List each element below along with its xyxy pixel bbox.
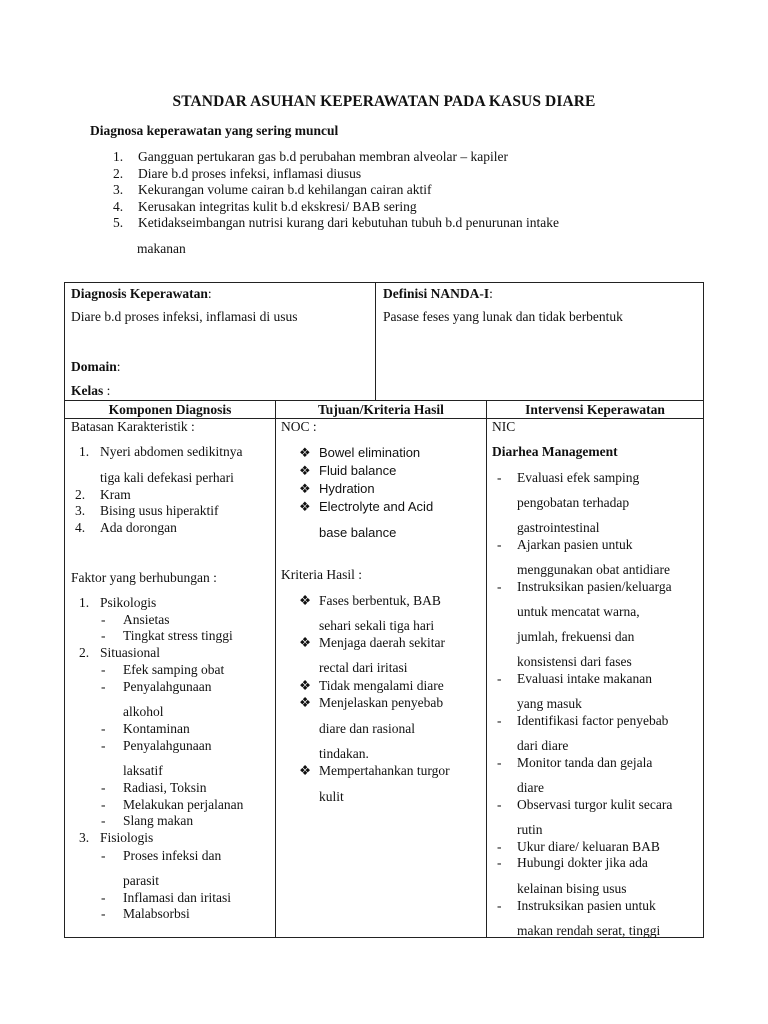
definition-value: Pasase feses yang lunak dan tidak berbentuk [383, 309, 623, 324]
list-item: laksatif [123, 763, 163, 778]
dash: - [101, 721, 106, 736]
list-item: Kontaminan [123, 721, 190, 736]
diagnosis-value: Diare b.d proses infeksi, inflamasi di usus [71, 309, 298, 324]
list-item: Identifikasi factor penyebab [517, 713, 669, 728]
dash: - [101, 628, 106, 643]
list-item: Melakukan perjalanan [123, 797, 244, 812]
kelas-label: Kelas : [71, 383, 111, 398]
list-item: Tingkat stress tinggi [123, 628, 233, 643]
list-item: makan rendah serat, tinggi [517, 923, 661, 938]
diamond-bullet-icon: ❖ [299, 593, 312, 608]
dash: - [497, 671, 502, 686]
list-item: Monitor tanda dan gejala [517, 755, 653, 770]
diamond-bullet-icon: ❖ [299, 695, 312, 710]
dash: - [101, 679, 106, 694]
definition-label: Definisi NANDA-I: [383, 286, 493, 301]
list-item: sehari sekali tiga hari [319, 618, 435, 633]
list-number: 2. [75, 487, 86, 502]
dash: - [101, 612, 106, 627]
list-item: Hydration [319, 481, 375, 496]
list-item: kelainan bising usus [517, 881, 627, 896]
list-item: Fases berbentuk, BAB [319, 593, 441, 608]
batasan-label: Batasan Karakteristik : [71, 419, 195, 434]
list-item: alkohol [123, 704, 164, 719]
list-item: 4. Kerusakan integritas kulit b.d ekskresi/ BAB sering [113, 198, 417, 214]
list-item: Tidak mengalami diare [319, 678, 444, 693]
dash: - [497, 898, 502, 913]
list-item: Penyalahgunaan [123, 679, 212, 694]
dash: - [101, 662, 106, 677]
list-item: tindakan. [319, 746, 369, 761]
list-item: menggunakan obat antidiare [517, 562, 670, 577]
list-item: Ajarkan pasien untuk [517, 537, 633, 552]
diamond-bullet-icon: ❖ [299, 481, 311, 496]
list-item: Electrolyte and Acid [319, 499, 434, 514]
list-item: Fluid balance [319, 463, 397, 478]
dash: - [497, 855, 502, 870]
diamond-bullet-icon: ❖ [299, 499, 311, 514]
list-number: 1. [79, 595, 90, 610]
diamond-bullet-icon: ❖ [299, 463, 311, 478]
divider [275, 400, 276, 938]
divider [375, 283, 376, 400]
list-number: 3. [79, 830, 90, 845]
dash: - [101, 848, 106, 863]
list-item: 5. Ketidakseimbangan nutrisi kurang dari kebutuhan tubuh b.d penurunan intake makanan [113, 215, 560, 256]
list-item: Menjelaskan penyebab [319, 695, 444, 710]
list-item: diare dan rasional [319, 721, 415, 736]
diagnosis-list [113, 149, 673, 257]
list-item: Bowel elimination [319, 445, 421, 460]
list-item: Instruksikan pasien untuk [517, 898, 656, 913]
list-item: jumlah, frekuensi dan [517, 629, 635, 644]
domain-label: Domain: [71, 359, 121, 374]
list-item: yang masuk [517, 696, 582, 711]
list-item: Observasi turgor kulit secara [517, 797, 673, 812]
list-item: untuk mencatat warna, [517, 604, 640, 619]
diamond-bullet-icon: ❖ [299, 445, 311, 460]
list-item: 2. Diare b.d proses infeksi, inflamasi diusus [113, 165, 362, 181]
faktor-fisiologis: Fisiologis [100, 830, 154, 845]
list-item: Instruksikan pasien/keluarga [517, 579, 672, 594]
dash: - [497, 797, 502, 812]
dash: - [101, 813, 106, 828]
list-item: Ansietas [123, 612, 170, 627]
list-item: Evaluasi intake makanan [517, 671, 652, 686]
section-subtitle: Diagnosa keperawatan yang sering muncul [90, 123, 339, 138]
diamond-bullet-icon: ❖ [299, 678, 312, 693]
dash: - [497, 579, 502, 594]
faktor-situasional: Situasional [100, 645, 160, 660]
dash: - [497, 537, 502, 552]
list-item: Penyalahgunaan [123, 738, 212, 753]
list-item: Efek samping obat [123, 662, 225, 677]
list-number: 1. [79, 444, 90, 459]
list-item: Bising usus hiperaktif [100, 503, 219, 518]
list-number: 4. [75, 520, 86, 535]
list-item: Radiasi, Toksin [123, 780, 207, 795]
list-item: Mempertahankan turgor [319, 763, 450, 778]
list-item: Malabsorbsi [123, 906, 190, 921]
list-number: 2. [79, 645, 90, 660]
divider [486, 400, 487, 938]
list-item: Ukur diare/ keluaran BAB [517, 839, 660, 854]
list-item: rectal dari iritasi [319, 660, 408, 675]
intervention-heading: Diarhea Management [492, 444, 618, 459]
list-item: rutin [517, 822, 543, 837]
kriteria-label: Kriteria Hasil : [281, 567, 362, 582]
list-item: parasit [123, 873, 159, 888]
list-item: base balance [319, 525, 397, 540]
dash: - [101, 797, 106, 812]
list-item: konsistensi dari fases [517, 654, 632, 669]
dash: - [101, 890, 106, 905]
list-item: gastrointestinal [517, 520, 600, 535]
dash: - [497, 755, 502, 770]
list-item: Evaluasi efek samping [517, 470, 640, 485]
care-plan-table [64, 282, 704, 938]
list-item: kulit [319, 789, 344, 804]
list-item: tiga kali defekasi perhari [100, 470, 234, 485]
list-item: 1. Gangguan pertukaran gas b.d perubahan membran alveolar – kapiler [113, 149, 508, 164]
list-item: Kram [100, 487, 131, 502]
list-item: dari diare [517, 738, 569, 753]
list-number: 3. [75, 503, 86, 518]
list-item: Nyeri abdomen sedikitnya [100, 444, 243, 459]
dash: - [101, 780, 106, 795]
list-item: 3. Kekurangan volume cairan b.d kehilangan cairan aktif [113, 182, 432, 197]
list-item: pengobatan terhadap [517, 495, 630, 510]
list-item: Hubungi dokter jika ada [517, 855, 648, 870]
nic-label: NIC [492, 419, 516, 434]
header-tujuan: Tujuan/Kriteria Hasil [318, 402, 444, 417]
diamond-bullet-icon: ❖ [299, 763, 312, 778]
list-item: diare [517, 780, 544, 795]
diagnosis-label: Diagnosis Keperawatan: [71, 286, 212, 301]
dash: - [101, 906, 106, 921]
noc-label: NOC : [281, 419, 317, 434]
list-item: Menjaga daerah sekitar [319, 635, 445, 650]
header-intervensi: Intervensi Keperawatan [525, 402, 665, 417]
header-komponen: Komponen Diagnosis [108, 402, 232, 417]
list-item: Slang makan [123, 813, 194, 828]
dash: - [497, 470, 502, 485]
dash: - [497, 713, 502, 728]
faktor-psikologis: Psikologis [100, 595, 157, 610]
divider [65, 400, 703, 401]
faktor-label: Faktor yang berhubungan : [71, 570, 217, 585]
list-item: Proses infeksi dan [123, 848, 222, 863]
list-item: Inflamasi dan iritasi [123, 890, 231, 905]
dash: - [101, 738, 106, 753]
document-title: STANDAR ASUHAN KEPERAWATAN PADA KASUS DIARE [172, 93, 596, 110]
dash: - [497, 839, 502, 854]
diamond-bullet-icon: ❖ [299, 635, 312, 650]
list-item: Ada dorongan [100, 520, 177, 535]
